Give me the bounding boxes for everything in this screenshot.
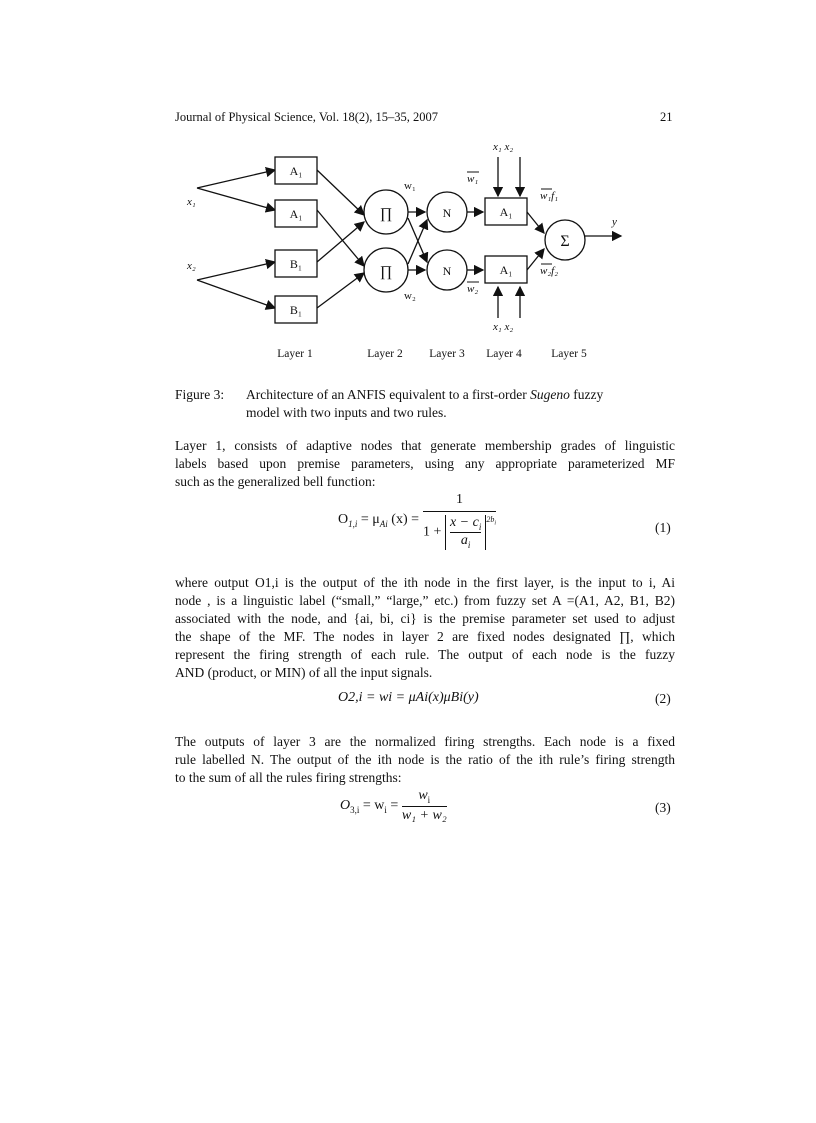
caption-label: Figure 3: <box>175 387 225 402</box>
label-x2-input: x₂ <box>187 260 196 272</box>
paragraph-line: rule labelled N. The output of the ith node is the ratio of the ith rule’s firing strength <box>175 752 675 767</box>
eq1-denominator: 1 + $\frac{x - c_i}{a_i}$ $^{2b_i}$ <box>423 515 496 550</box>
label-bottom-inputs: x₁ x₂ <box>493 321 514 333</box>
paragraph-line: such as the generalized bell function: <box>175 474 376 489</box>
paragraph-line: to the sum of all the rules firing strengths: <box>175 770 402 785</box>
label-x1-input: x₁ <box>187 196 196 208</box>
eq1-numerator: 1 <box>423 492 496 512</box>
label-w2f2: w₂f₂ <box>540 265 559 277</box>
edge-prod1-n2 <box>408 218 427 262</box>
layer-label-1: Layer 1 <box>277 348 313 360</box>
edge-a1b-prod2 <box>317 210 364 266</box>
label-w1f1: w₁f₁ <box>540 190 559 202</box>
figure-caption <box>175 386 675 422</box>
label-sum: Σ <box>560 233 570 250</box>
layer-label-3: Layer 3 <box>429 348 465 360</box>
layer-label-5: Layer 5 <box>551 348 587 360</box>
label-w2-bar: w₂ <box>467 283 479 295</box>
edge-l4a-sum <box>527 212 544 233</box>
label-top-inputs: x₁ x₂ <box>493 141 514 153</box>
paragraph-line: Layer 1, consists of adaptive nodes that generate membership grades of linguistic <box>175 438 675 453</box>
caption-line-2: model with two inputs and two rules. <box>246 405 447 420</box>
paragraph-line: AND (product, or MIN) of all the input signals. <box>175 665 433 680</box>
label-b1-third: B₁ <box>289 257 303 271</box>
label-w1-bar: w₁ <box>467 173 479 185</box>
running-header: Journal of Physical Science, Vol. 18(2), 15–35, 2007 <box>175 110 439 124</box>
label-norm-top: N <box>442 206 452 220</box>
edge-prod2-n1 <box>408 220 427 264</box>
equation-3: $O_{3,i} = w_i$ = $\frac{w_i}{\text{w₁ + w₂}}$ <box>340 788 447 823</box>
edge-b1-prod1 <box>317 222 364 262</box>
edge-x2-b1 <box>197 262 275 280</box>
paragraph-line: node , is a linguistic label (“small,” “large,” etc.) from fuzzy set A =(A1, A2, B1, B2) <box>175 593 675 608</box>
paragraph-layer3 <box>175 733 675 787</box>
eq1-lhs: $O_{1,i} = \mu_{Ai}$ (x) = <box>338 512 420 530</box>
paragraph-line: the shape of the MF. The nodes in layer 2 are fixed nodes designated ∏, which <box>175 629 675 644</box>
paragraph-layer1 <box>175 437 675 491</box>
label-l4-bottom: A₁ <box>499 263 513 277</box>
paragraph-line: associated with the node, and {ai, bi, ci} is the premise parameter set used to adjust <box>175 611 675 626</box>
equation-3-number: (3) <box>655 800 671 815</box>
edge-x2-b1b <box>197 280 275 308</box>
equation-1-number: (1) <box>655 520 671 535</box>
label-l4-top: A₁ <box>499 205 513 219</box>
edge-a1-prod1 <box>317 170 364 215</box>
label-w2: w₂ <box>404 290 416 302</box>
layer-label-4: Layer 4 <box>486 348 522 360</box>
anfis-architecture-diagram <box>175 132 635 372</box>
equation-2: O2,i = wi = μAi(x)μBi(y) <box>338 690 479 705</box>
page-number: 21 <box>660 110 673 124</box>
layer-label-2: Layer 2 <box>367 348 403 360</box>
equation-1 <box>338 492 496 550</box>
label-norm-bottom: N <box>442 264 452 278</box>
label-w1: w₁ <box>404 180 416 192</box>
paragraph-line: where output O1,i is the output of the ith node in the first layer, is the input to i, Ai <box>175 575 675 590</box>
paragraph-line: represent the firing strength of each rule. The output of each node is the fuzzy <box>175 647 675 662</box>
paragraph-line: The outputs of layer 3 are the normalized firing strengths. Each node is a fixed <box>175 734 675 749</box>
eq3-fraction: $\frac{w_i}{\text{w₁ + w₂}}$ <box>401 788 447 823</box>
caption-text-1: Architecture of an ANFIS equivalent to a first-order <box>246 387 527 402</box>
label-output-y: y <box>612 216 617 228</box>
label-a1-top: A₁ <box>289 164 303 178</box>
paragraph-line: labels based upon premise parameters, using any appropriate parameterized MF <box>175 456 675 471</box>
caption-italic: Sugeno <box>530 387 570 402</box>
edge-b1b-prod2 <box>317 273 364 308</box>
label-product-top: ∏ <box>379 206 393 222</box>
equation-2-number: (2) <box>655 691 671 706</box>
label-a1-second: A₁ <box>289 207 303 221</box>
edge-x1-a1b <box>197 188 275 210</box>
edge-x1-a1 <box>197 170 275 188</box>
paragraph-layer2 <box>175 574 675 682</box>
caption-text-2: fuzzy <box>573 387 604 402</box>
label-product-bottom: ∏ <box>379 264 393 280</box>
label-b1-bottom: B₁ <box>289 303 303 317</box>
